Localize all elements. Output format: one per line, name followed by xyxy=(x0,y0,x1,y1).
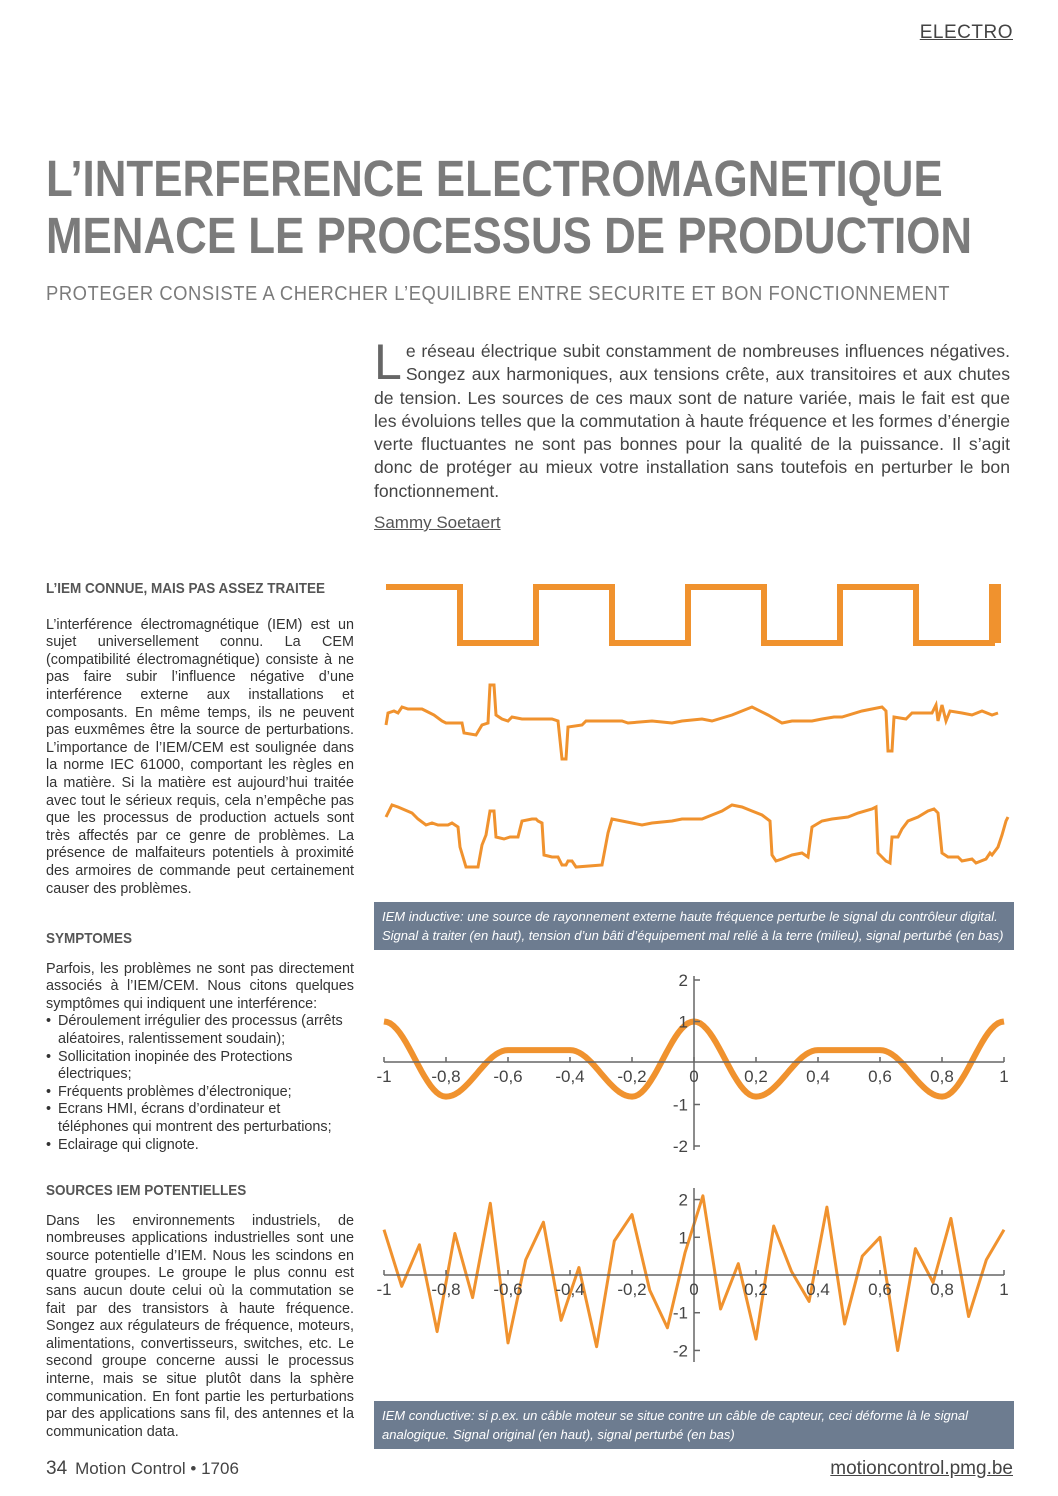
section-heading: SOURCES IEM POTENTIELLES xyxy=(46,1182,247,1199)
author-link[interactable]: Sammy Soetaert xyxy=(374,513,501,532)
x-tick-label: -0,6 xyxy=(493,1280,523,1299)
section-symptomes xyxy=(46,930,354,1154)
y-tick-label: -1 xyxy=(672,1095,688,1115)
figure-2-sine-chart xyxy=(372,962,1014,1162)
headline-line-1: L’INTERFERENCE ELECTROMAGNETIQUE xyxy=(46,150,943,207)
figure-2-noisy-chart xyxy=(372,1160,1014,1396)
y-tick-label: 1 xyxy=(678,1012,688,1032)
magazine-issue: Motion Control • 1706 xyxy=(75,1459,239,1478)
section-tag[interactable]: ELECTRO xyxy=(919,22,1013,43)
x-tick-label: -0,2 xyxy=(617,1280,647,1299)
drop-cap: L xyxy=(374,334,402,390)
y-tick-label: 2 xyxy=(678,971,688,990)
list-item: • Ecrans HMI, écrans d’ordinateur et téléphones qui montrent des perturbations; xyxy=(46,1101,354,1136)
x-tick-label: -1 xyxy=(376,1280,392,1299)
headline xyxy=(46,150,973,264)
x-tick-label: -0,2 xyxy=(617,1067,647,1086)
figure-1-signals xyxy=(372,575,1014,900)
signal-frame-voltage xyxy=(386,685,998,759)
list-item: • Sollicitation inopinée des Protections électriques; xyxy=(46,1049,354,1084)
x-tick-label: 0,6 xyxy=(868,1067,892,1086)
x-tick-label: -0,6 xyxy=(493,1067,523,1086)
x-tick-label: 0,6 xyxy=(868,1280,892,1299)
y-tick-label: 2 xyxy=(678,1190,688,1210)
signal-disturbed xyxy=(386,805,1008,867)
x-tick-label: -1 xyxy=(376,1067,392,1086)
list-item: • Fréquents problèmes d’électronique; xyxy=(46,1084,354,1102)
headline-line-2: MENACE LE PROCESSUS DE PRODUCTION xyxy=(46,207,973,264)
x-tick-label: -0,4 xyxy=(555,1067,585,1086)
intro-paragraph xyxy=(374,334,1010,503)
y-tick-label: -2 xyxy=(672,1137,688,1156)
x-tick-label: 0 xyxy=(689,1280,699,1299)
x-tick-label: 0,2 xyxy=(744,1280,768,1299)
x-tick-label: -0,4 xyxy=(555,1280,585,1299)
figure-1-caption: IEM inductive: une source de rayonnement externe haute fréquence perturbe le signal du contrôleur digital. Signal à traiter (en haut), tension d’un bâti d’équipement mal relié à la terre (milieu), signal perturbé (en bas) xyxy=(374,902,1014,950)
figure-2-caption: IEM conductive: si p.ex. un câble moteur se situe contre un câble de capteur, ceci déforme là le signal analogique. Signal original (en haut), signal perturbé (en bas) xyxy=(374,1401,1014,1449)
x-tick-label: -0,8 xyxy=(431,1067,461,1086)
section-body: Parfois, les problèmes ne sont pas directement associés à l’IEM/CEM. Nous citons quelques symptômes qui indiquent une interférence: xyxy=(46,960,354,1012)
list-item: • Eclairage qui clignote. xyxy=(46,1137,354,1155)
section-iem-connue xyxy=(46,580,354,898)
section-heading: L’IEM CONNUE, MAIS PAS ASSEZ TRAITEE xyxy=(46,580,326,597)
section-sources xyxy=(46,1182,354,1441)
x-tick-label: 1 xyxy=(999,1067,1009,1086)
y-tick-label: 1 xyxy=(678,1228,688,1248)
intro-text: e réseau électrique subit constamment de nombreuses influences négatives. Songez aux harmoniques, aux tensions crête, aux transitoires et aux chutes de tension. Les sources de ces maux sont de nature variée, mais le fait est que les évoluions telles que la commutation à haute fréquence et les formes d’énergie verte fluctuantes ne sont pas bonnes pour la qualité de la puissance. Il s’agit donc de protéger au mieux votre installation sans toutefois en perturber le bon fonctionnement. xyxy=(374,341,1010,501)
list-item: • Déroulement irrégulier des processus (arrêts aléatoires, ralentissement soudain); xyxy=(46,1013,354,1048)
x-tick-label: 0 xyxy=(689,1067,699,1086)
symptom-list xyxy=(46,1013,354,1154)
subheadline: PROTEGER CONSISTE A CHERCHER L’EQUILIBRE ENTRE SECURITE ET BON FONCTIONNEMENT xyxy=(46,283,951,305)
x-tick-label: 0,2 xyxy=(744,1067,768,1086)
page-number: 34 xyxy=(46,1458,68,1479)
x-tick-label: 0,8 xyxy=(930,1280,954,1299)
footer-left xyxy=(46,1458,239,1480)
x-tick-label: 0,8 xyxy=(930,1067,954,1086)
footer-url[interactable]: motioncontrol.pmg.be xyxy=(830,1458,1013,1479)
section-heading: SYMPTOMES xyxy=(46,930,133,947)
y-tick-label: -1 xyxy=(672,1303,688,1323)
x-tick-label: -0,8 xyxy=(431,1280,461,1299)
section-body: Dans les environnements industriels, de nombreuses applications industrielles sont une source potentielle d’IEM. Nous les scindons en quatre groupes. Le groupe le plus connu est sans aucun doute celui où la commutation se fait par des transistors à haute fréquence. Songez aux régulateurs de fréquence, moteurs, alimentations, convertisseurs, switches, etc. Le second groupe concerne aussi le processus interne, mais se situe plutôt dans la sphère communication. En font partie les perturbations par des applications sans fil, des antennes et la communication data. xyxy=(46,1212,354,1440)
section-body: L’interférence électromagnétique (IEM) est un sujet universellement connu. La CEM (compatibilité électromagnétique) consiste à ne pas faire subir l’influence négative d’une interférence externe aux installations et composants. En même temps, ils ne peuvent pas euxmêmes être la source de perturbations. L’importance de l’IEM/CEM est soulignée dans la norme IEC 61000, comportant les règles en la matière. Si la matière est aujourd’hui traitée avec tout le sérieux requis, cela n’empêche pas que les processus de production actuels sont très affectés par ce genre de problèmes. La présence de malfaiteurs potentiels à proximité des armoires de commande peut certainement causer des problèmes. xyxy=(46,616,354,897)
signal-original xyxy=(386,587,998,643)
x-tick-label: 1 xyxy=(999,1280,1009,1299)
x-tick-label: 0,4 xyxy=(806,1280,830,1299)
y-tick-label: -2 xyxy=(672,1341,688,1361)
x-tick-label: 0,4 xyxy=(806,1067,830,1086)
